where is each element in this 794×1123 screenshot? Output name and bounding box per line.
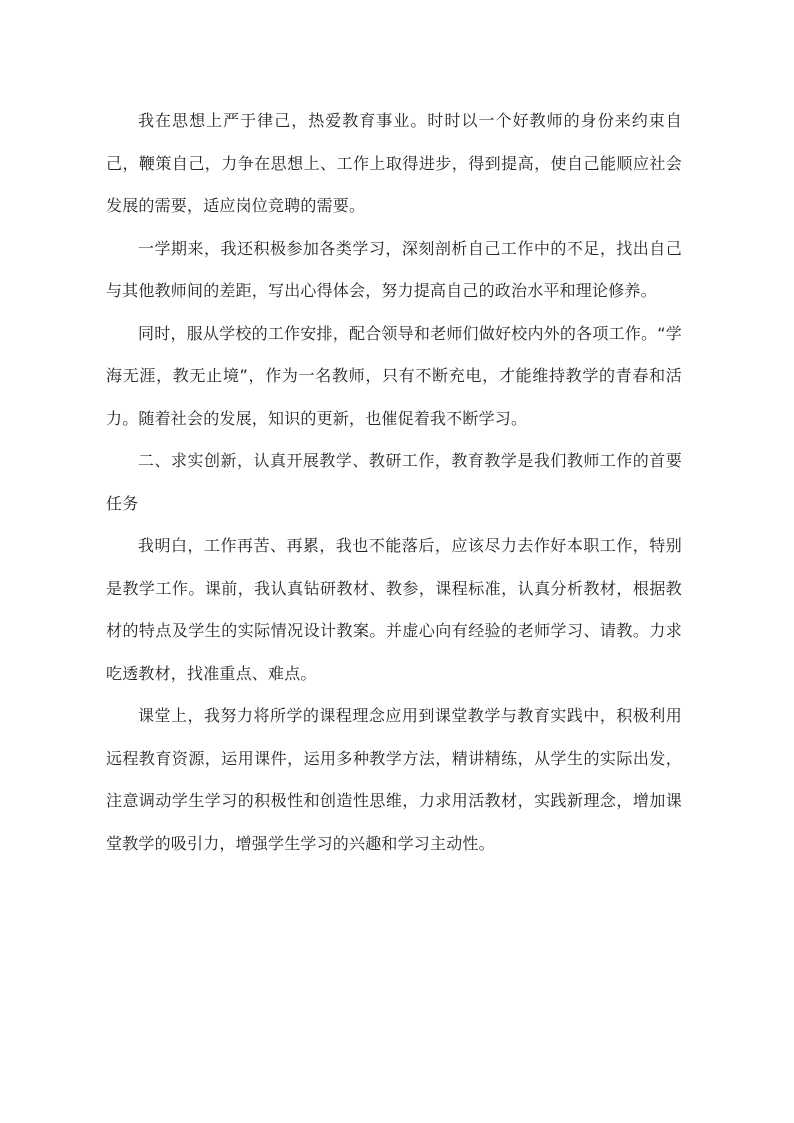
document-body [106,100,682,865]
paragraph-5: 我明白，工作再苦、再累，我也不能落后，应该尽力去作好本职工作，特别是教学工作。课前，我认真钻研教材、教参，课程标准，认真分析教材，根据教材的特点及学生的实际情况设计教案。并虚心向有经验的老师学习、请教。力求吃透教材，找准重点、难点。 [106,536,682,683]
paragraph-2: 一学期来，我还积极参加各类学习，深刻剖析自己工作中的不足，找出自己与其他教师间的差距，写出心得体会，努力提高自己的政治水平和理论修养。 [106,238,682,300]
section-heading-2: 二、求实创新，认真开展教学、教研工作，教育教学是我们教师工作的首要任务 [106,451,682,513]
paragraph-3: 同时，服从学校的工作安排，配合领导和老师们做好校内外的各项工作。“学海无涯，教无止境”，作为一名教师，只有不断充电，才能维持教学的青春和活力。随着社会的发展，知识的更新，也催促着我不断学习。 [106,323,682,428]
paragraph-1: 我在思想上严于律己，热爱教育事业。时时以一个好教师的身份来约束自己，鞭策自己，力争在思想上、工作上取得进步，得到提高，使自己能顺应社会发展的需要，适应岗位竞聘的需要。 [106,111,682,215]
paragraph-6: 课堂上，我努力将所学的课程理念应用到课堂教学与教育实践中，积极利用远程教育资源，运用课件，运用多种教学方法，精讲精练，从学生的实际出发，注意调动学生学习的积极性和创造性思维，力求用活教材，实践新理念，增加课堂教学的吸引力，增强学生学习的兴趣和学习主动性。 [106,706,682,853]
